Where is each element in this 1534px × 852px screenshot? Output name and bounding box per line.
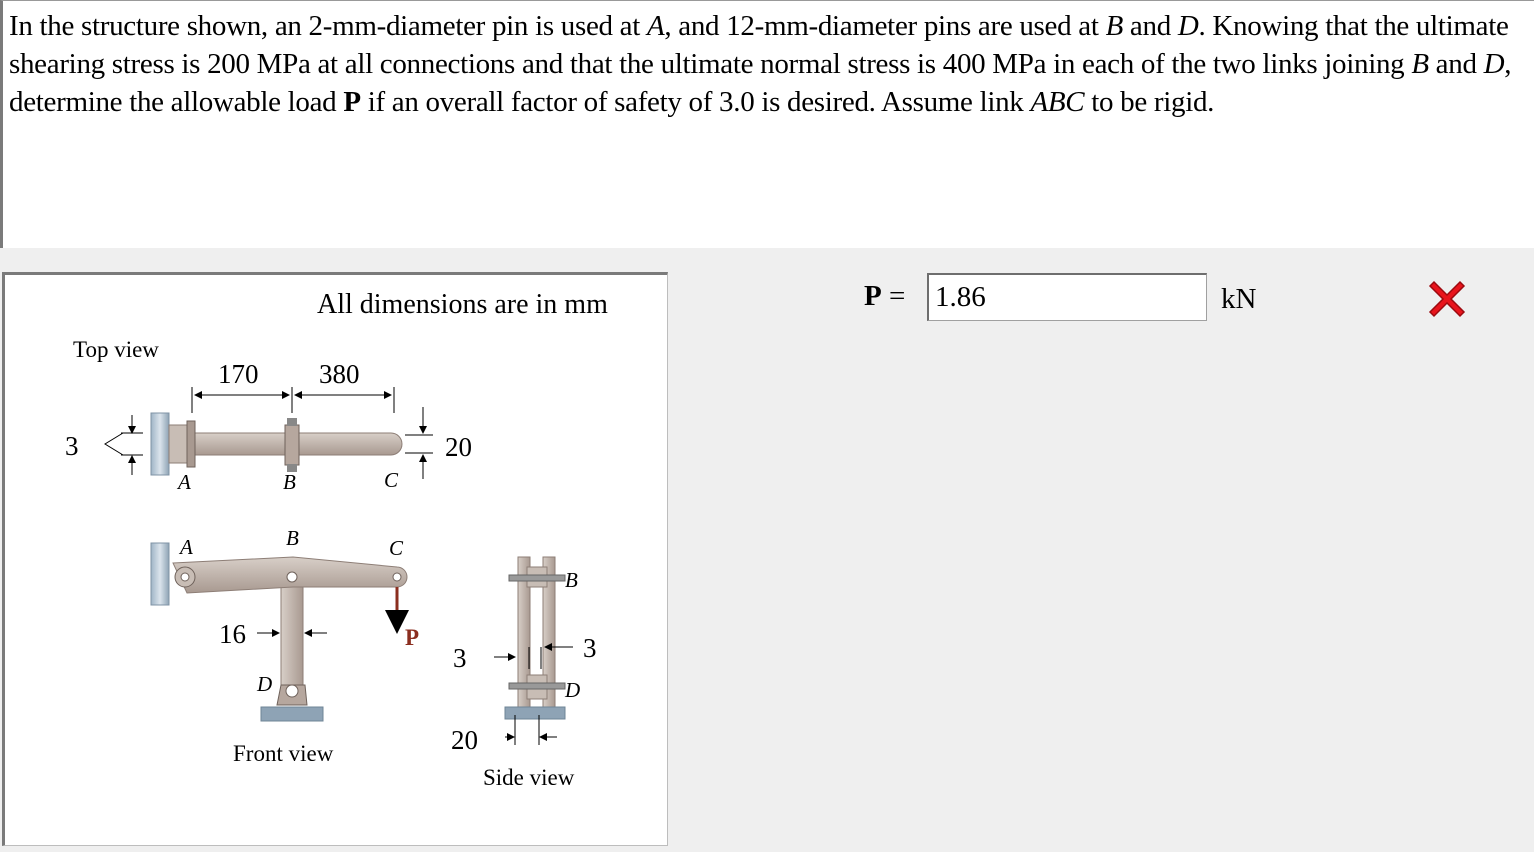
problem-text-segment: In the structure shown, an 2-mm-diameter pin is used at: [9, 10, 647, 42]
answer-variable-label: [864, 280, 905, 313]
problem-statement-text: [9, 7, 1524, 121]
answer-input[interactable]: [927, 273, 1207, 321]
side-view-title: Side view: [483, 765, 575, 790]
front-label-c: C: [389, 536, 404, 560]
problem-text-segment: ABC: [1030, 86, 1085, 118]
dim-16: 16: [219, 619, 246, 649]
load-label-p: P: [405, 625, 420, 650]
dim-20-side: 20: [451, 725, 478, 755]
problem-text-segment: to be rigid.: [1084, 86, 1215, 118]
top-view: [65, 337, 472, 494]
dim-3-top: 3: [65, 431, 79, 461]
problem-text-segment: D: [1483, 48, 1505, 80]
side-view: [451, 557, 597, 790]
problem-text-segment: B: [1105, 10, 1123, 42]
front-view-title: Front view: [233, 741, 334, 766]
answer-equals: =: [888, 280, 906, 312]
problem-text-segment: A: [646, 10, 665, 42]
dim-3-side-right: 3: [583, 633, 597, 663]
problem-text-segment: if an overall factor of safety of 3.0 is desired. Assume link: [360, 86, 1031, 118]
structure-figure: [5, 275, 667, 845]
front-label-b: B: [286, 526, 299, 550]
wrong-x-icon: [1424, 276, 1470, 322]
side-label-b: B: [565, 568, 578, 592]
dim-20-top: 20: [445, 432, 472, 462]
problem-text-segment: , and 12-mm-diameter pins are used at: [664, 10, 1106, 42]
top-label-a: A: [178, 470, 191, 494]
front-label-d: D: [257, 672, 273, 696]
side-label-d: D: [565, 678, 581, 702]
top-label-b: B: [283, 470, 296, 494]
figure-panel: [2, 272, 668, 846]
answer-variable: P: [864, 280, 882, 312]
problem-text-segment: P: [343, 86, 361, 118]
top-label-c: C: [384, 468, 399, 492]
answer-unit-label: kN: [1221, 283, 1257, 315]
dim-170: 170: [218, 359, 259, 389]
problem-text-segment: , determine the allowable load: [9, 48, 1512, 118]
dim-3-side-left: 3: [453, 643, 467, 673]
dim-380: 380: [319, 359, 360, 389]
figure-caption: All dimensions are in mm: [317, 289, 608, 320]
problem-text-segment: B: [1411, 48, 1429, 80]
problem-text-segment: . Knowing that the ultimate shearing stress is 200 MPa at all connections and that the ultimate normal stress is 400 MPa in each of the two links joining: [9, 10, 1509, 80]
problem-text-segment: and: [1428, 48, 1484, 80]
front-label-a: A: [180, 535, 193, 559]
problem-statement-box: [0, 0, 1534, 248]
problem-text-segment: and: [1122, 10, 1178, 42]
top-view-title: Top view: [73, 337, 159, 362]
front-view: [151, 526, 419, 766]
problem-text-segment: D: [1177, 10, 1199, 42]
